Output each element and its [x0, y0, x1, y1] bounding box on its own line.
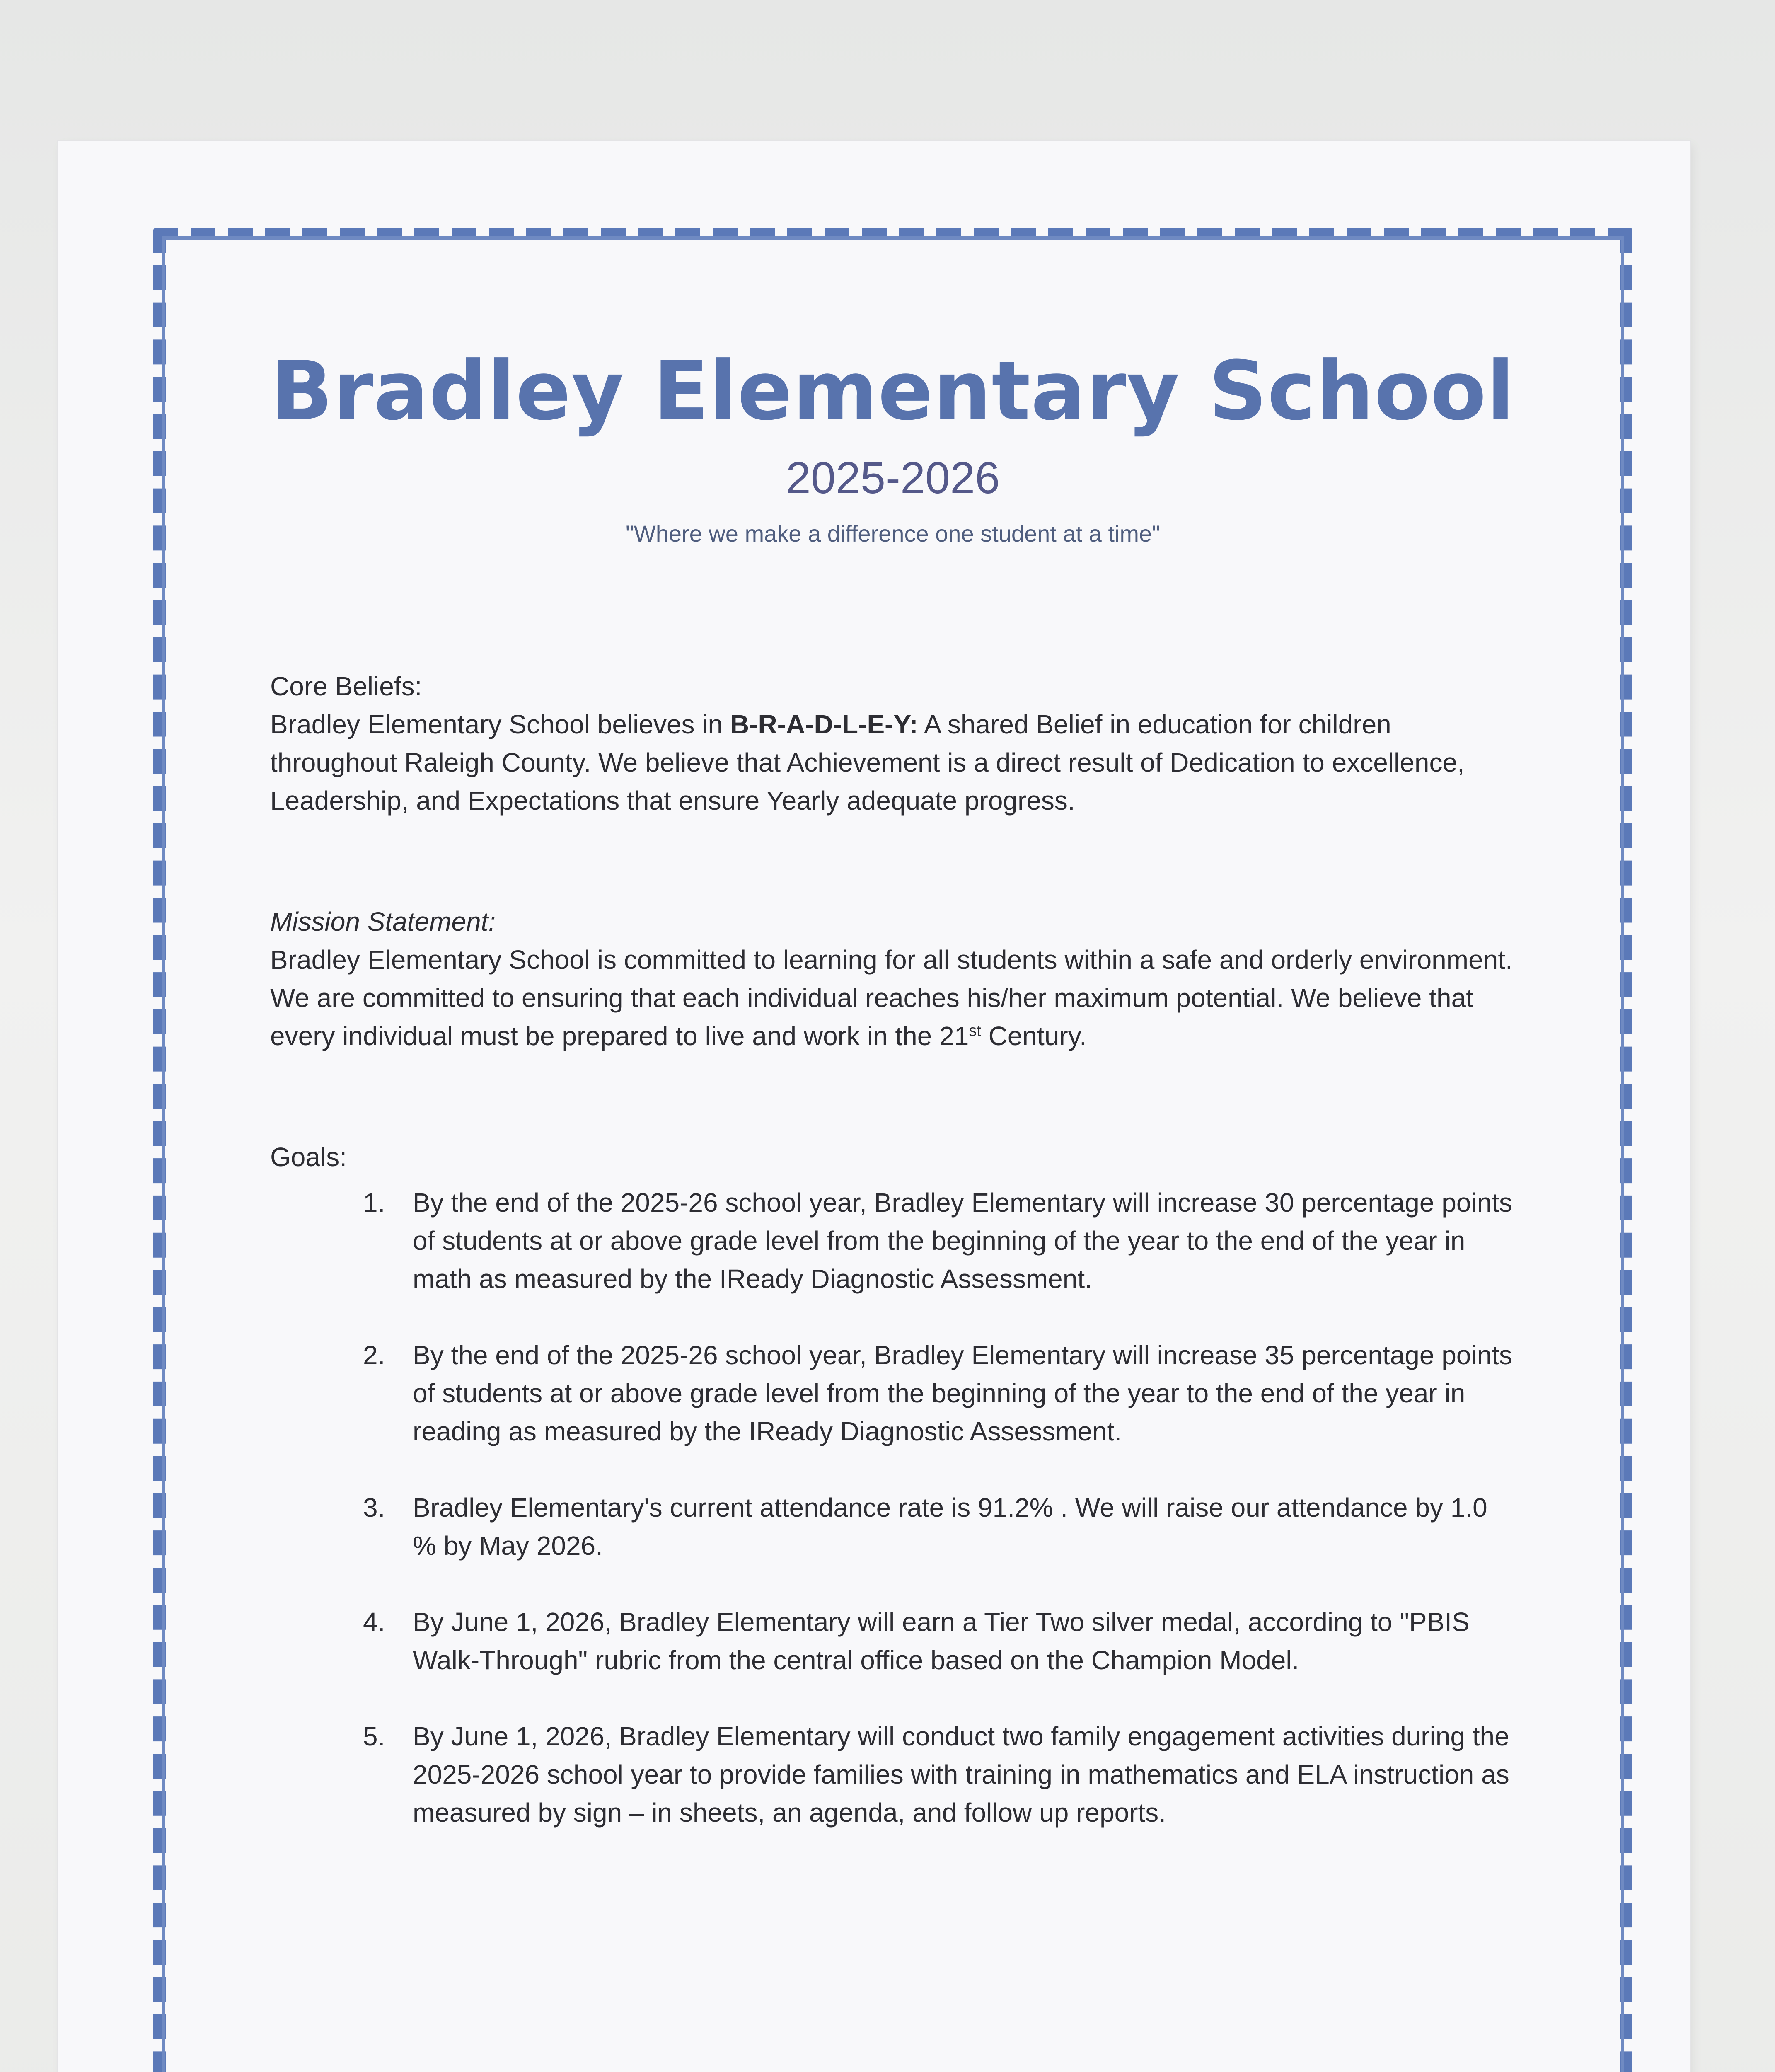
mission-heading: Mission Statement:: [270, 907, 496, 937]
mission-body-end: Century.: [981, 1021, 1087, 1051]
mission-superscript: st: [969, 1022, 981, 1040]
goal-number: 5.: [363, 1721, 385, 1751]
core-beliefs-heading: Core Beliefs:: [270, 671, 422, 701]
goal-text: By June 1, 2026, Bradley Elementary will earn a Tier Two silver medal, according to "PBIS Walk-Through" rubric from the central office based on the Champion Model.: [413, 1607, 1470, 1675]
goal-item: [363, 1717, 1513, 1832]
goal-item: [363, 1336, 1513, 1450]
core-beliefs-body: A shared Belief in education for children throughout Raleigh County. We believe that Achievement is a direct result of Dedication to excellence, Leadership, and Expectations that ensure Yearly adequate progress.: [270, 709, 1465, 816]
goal-text: Bradley Elementary's current attendance rate is 91.2% . We will raise our attendance by 1.0 % by May 2026.: [413, 1493, 1487, 1561]
document-body: [270, 667, 1513, 1870]
goals-list: [270, 1184, 1513, 1832]
goal-text: By the end of the 2025-26 school year, Bradley Elementary will increase 30 percentage points of students at or above grade level from the beginning of the year to the end of the year in math as measured by the IReady Diagnostic Assessment.: [413, 1188, 1513, 1294]
goal-number: 1.: [363, 1188, 385, 1218]
section-spacer: [270, 1055, 1513, 1138]
goals-heading: Goals:: [270, 1142, 347, 1172]
mission-text: [270, 941, 1513, 1055]
school-year: 2025-2026: [786, 453, 1000, 503]
goal-number: 4.: [363, 1607, 385, 1637]
goal-item: [363, 1603, 1513, 1679]
goal-number: 3.: [363, 1493, 385, 1523]
school-title: Bradley Elementary School: [271, 344, 1515, 438]
goal-text: By the end of the 2025-26 school year, Bradley Elementary will increase 35 percentage points of students at or above grade level from the beginning of the year to the end of the year in reading as measured by the IReady Diagnostic Assessment.: [413, 1340, 1513, 1446]
school-motto: "Where we make a difference one student at a time": [625, 520, 1161, 547]
mission-body: Bradley Elementary School is committed to learning for all students within a safe and orderly environment. We are committed to ensuring that each individual reaches his/her maximum potential. We believe that every individual must be prepared to live and work in the 21: [270, 945, 1513, 1051]
core-beliefs-intro: Bradley Elementary School believes in: [270, 709, 730, 739]
core-beliefs-text: [270, 705, 1513, 820]
goal-text: By June 1, 2026, Bradley Elementary will conduct two family engagement activities during the 2025-2026 school year to provide families with training in mathematics and ELA instruction as measured by sign – in sheets, an agenda, and follow up reports.: [413, 1721, 1509, 1828]
goal-number: 2.: [363, 1340, 385, 1370]
goal-item: [363, 1184, 1513, 1298]
section-spacer: [270, 820, 1513, 903]
goal-item: [363, 1489, 1513, 1565]
core-beliefs-acronym: B-R-A-D-L-E-Y:: [730, 709, 918, 739]
